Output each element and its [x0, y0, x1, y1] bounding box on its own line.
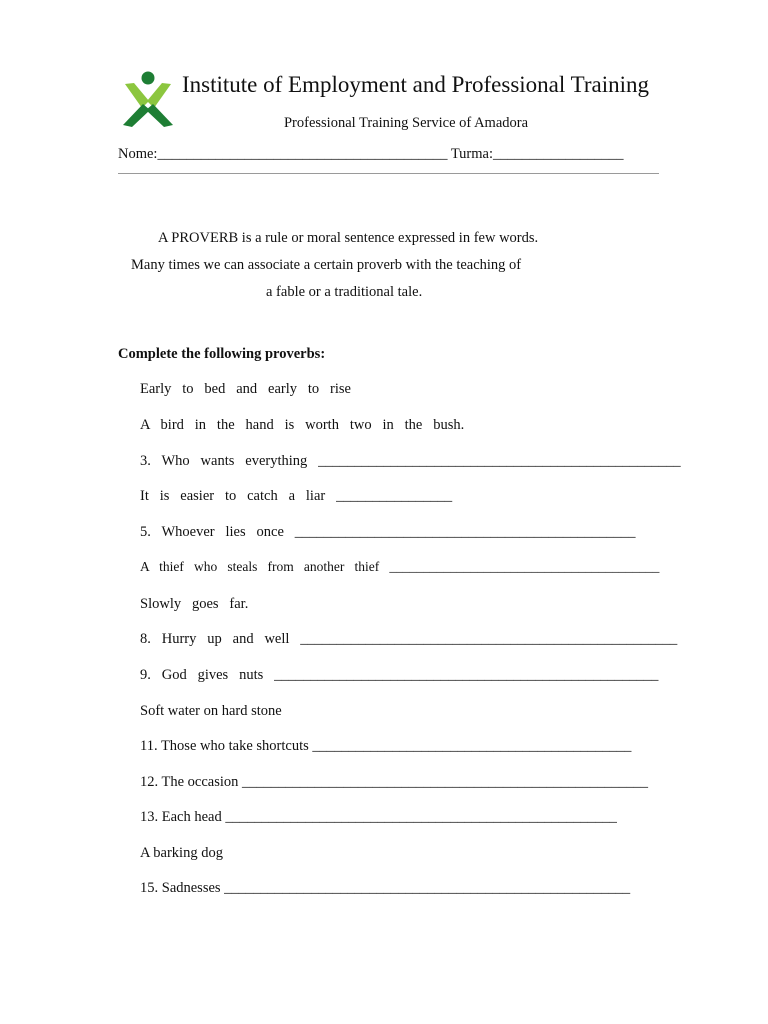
proverb-item: It is easier to catch a liar ________________: [140, 488, 453, 504]
proverb-item: A thief who steals from another thief ________________________________________: [140, 559, 660, 574]
intro-line-2: Many times we can associate a certain proverb with the teaching of: [131, 257, 522, 273]
proverb-item: A bird in the hand is worth two in the bush.: [140, 417, 465, 433]
proverb-item: 9. God gives nuts _____________________________________________________: [140, 667, 659, 683]
proverb-item: 11. Those who take shortcuts ____________________________________________: [140, 738, 632, 754]
proverb-item: 3. Who wants everything __________________________________________________: [140, 453, 681, 469]
proverb-item: A barking dog: [140, 845, 223, 861]
proverb-item: Slowly goes far.: [140, 596, 249, 612]
proverb-item: 12. The occasion ________________________________________________________: [140, 774, 649, 790]
intro-line-1: A PROVERB is a rule or moral sentence expressed in few words.: [158, 230, 539, 246]
instructions-heading: Complete the following proverbs:: [118, 346, 326, 362]
name-class-field: Nome:________________________________________ Turma:__________________: [118, 146, 624, 162]
proverb-item: Soft water on hard stone: [140, 703, 282, 719]
proverb-item: 8. Hurry up and well ____________________________________________________: [140, 631, 678, 647]
intro-line-3: a fable or a traditional tale.: [266, 284, 423, 300]
proverb-item: 13. Each head ______________________________________________________: [140, 809, 617, 825]
logo-head: [142, 72, 155, 85]
proverb-item: 5. Whoever lies once _______________________________________________: [140, 524, 636, 540]
institution-title: Institute of Employment and Professional Training: [182, 72, 649, 97]
logo-arm-right: [147, 83, 171, 108]
proverb-item: 15. Sadnesses ________________________________________________________: [140, 880, 631, 896]
logo-arm-left: [125, 83, 149, 108]
proverb-item: Early to bed and early to rise: [140, 381, 351, 397]
service-subtitle: Professional Training Service of Amadora: [283, 115, 529, 131]
header-divider: [118, 173, 659, 174]
